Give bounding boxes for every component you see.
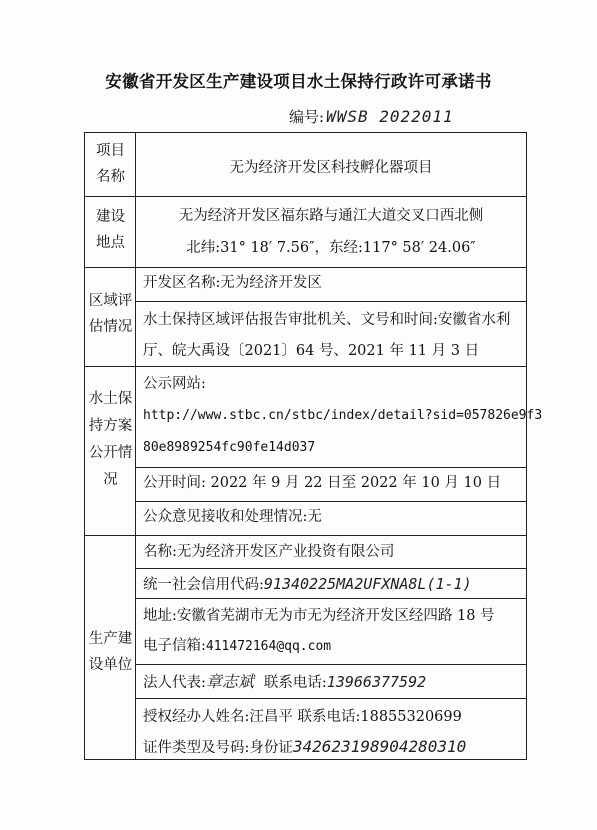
divider-publicity [84, 535, 527, 536]
document-title: 安徽省开发区生产建设项目水土保持行政许可承诺书 [105, 72, 492, 91]
divider-agent [135, 698, 527, 699]
legal-representative-signature: 章志斌 [205, 672, 254, 691]
divider-regional [84, 366, 527, 367]
divider-period [135, 467, 527, 468]
unit-phone-value: 13966377592 [326, 673, 427, 691]
regional-approval-line1: 水土保持区域评估报告审批机关、文号和时间:安徽省水利 [143, 312, 511, 328]
publicity-url-line2[interactable]: 80e8989254fc90fe14d037 [143, 440, 316, 455]
divider-legal [135, 664, 527, 665]
location-coords: 北纬:31° 18′ 7.56″，东经:117° 58′ 24.06″ [186, 240, 476, 256]
location-address: 无为经济开发区福东路与通江大道交叉口西北侧 [178, 208, 484, 224]
publicity-site-label: 公示网站: [143, 376, 206, 392]
project-name: 无为经济开发区科技孵化器项目 [229, 160, 433, 176]
publicity-period: 公开时间: 2022 年 9 月 22 日至 2022 年 10 月 10 日 [143, 475, 502, 491]
publicity-url-line1[interactable]: http://www.stbc.cn/stbc/index/detail?sid=057826e9f3 [143, 408, 543, 423]
unit-credit: 统一社会信用代码:91340225MA2UFXNA8L(1-1) [143, 575, 472, 593]
divider-project [84, 196, 527, 197]
document-number-label: 编号: [289, 108, 325, 126]
label-regional: 区域评 估情况 [88, 293, 133, 335]
label-location: 建设 地点 [96, 209, 125, 251]
unit-credit-value: 91340225MA2UFXNA8L(1-1) [263, 575, 472, 593]
unit-agent: 授权经办人姓名:汪昌平 联系电话:18855320699 [143, 709, 462, 725]
divider-address [135, 598, 527, 599]
divider-zone [135, 301, 527, 302]
unit-id: 证件类型及号码:身份证342623198904280310 [143, 737, 467, 756]
label-column-divider [135, 132, 136, 760]
regional-approval-line2: 厅、皖大禹设〔2021〕64 号、2021 年 11 月 3 日 [143, 343, 480, 359]
document-number-value: WWSB 2022011 [326, 107, 454, 126]
label-project: 项目 名称 [96, 143, 125, 185]
unit-id-value: 342623198904280310 [292, 737, 467, 756]
unit-legal: 法人代表:章志斌 联系电话:13966377592 [143, 672, 427, 691]
label-publicity: 水土保 持方案 公开情 况 [88, 391, 133, 488]
label-unit: 生产建 设单位 [88, 631, 133, 673]
regional-zone: 开发区名称:无为经济开发区 [143, 275, 322, 291]
unit-name: 名称:无为经济开发区产业投资有限公司 [143, 544, 395, 560]
unit-address: 地址:安徽省芜湖市无为市无为经济开发区经四路 18 号 [143, 608, 495, 624]
document-number [289, 106, 454, 127]
divider-opinions [135, 501, 527, 502]
divider-credit [135, 568, 527, 569]
unit-email-value: 411472164@qq.com [205, 639, 332, 654]
divider-location [84, 267, 527, 268]
unit-email: 电子信箱:411472164@qq.com [143, 638, 332, 654]
publicity-opinions: 公众意见接收和处理情况:无 [143, 509, 322, 525]
